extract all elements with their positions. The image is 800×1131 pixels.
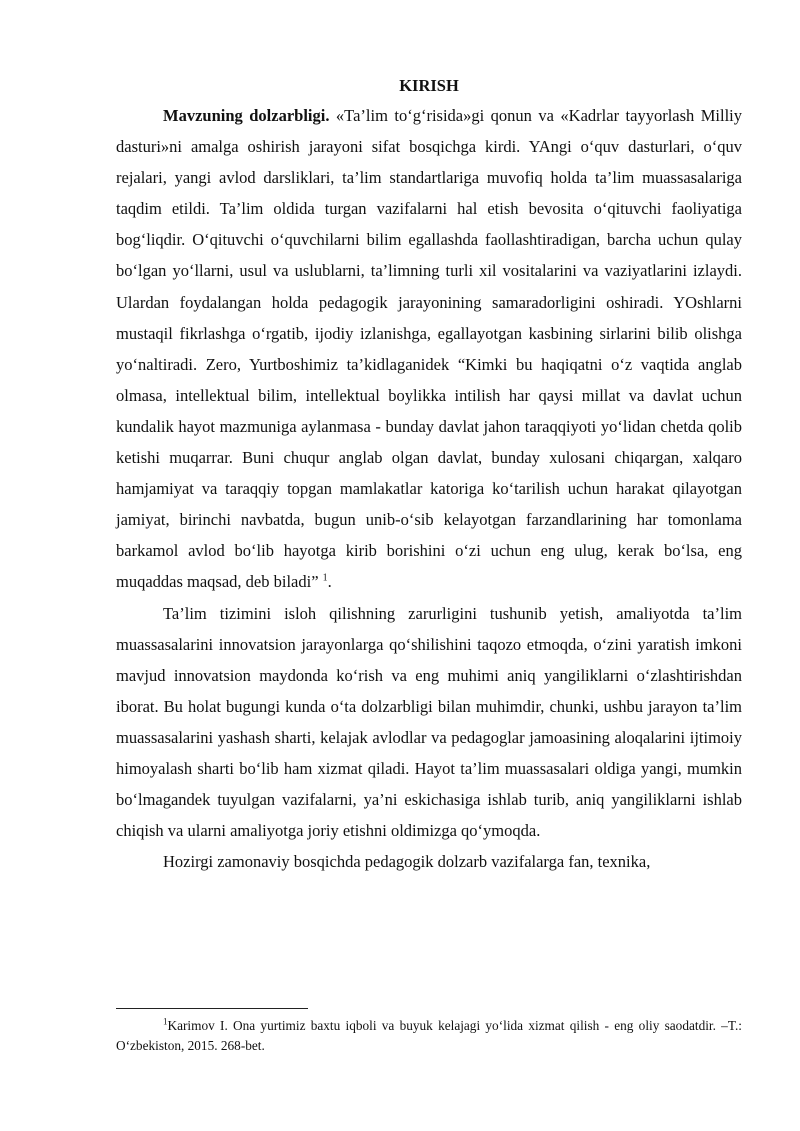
paragraph-relevance xyxy=(116,100,742,598)
section-heading: KIRISH xyxy=(399,76,459,95)
paragraph-reform: Ta’lim tizimini isloh qilishning zarurligini tushunib yetish, amaliyotda ta’lim muassasalarini innovatsion jarayonlarga qo‘shilishini taqozo etmoqda, o‘zini yaratish imkoni mavjud innovatsion maydonda ko‘rish va eng muhimi aniq yangiliklarni o‘zlashtirishdan iborat. Bu holat bugungi kunda o‘ta dolzarbligi bilan muhimdir, chunki, ushbu jarayon ta’lim muassasalarini yashash sharti, kelajak avlodlar va pedagoglar jamoasining aloqalarini ijtimoiy himoyalash sharti bo‘lib ham xizmat qiladi. Hayot ta’lim muassasalari oldiga yangi, mumkin bo‘lmagandek tuyulgan vazifalarni, ya’ni eskichasiga ishlab turib, aniq yangiliklarni ishlab chiqish va ularni amaliyotga joriy etishni oldimizga qo‘ymoqda. xyxy=(116,603,742,841)
document-page xyxy=(116,76,742,877)
relevance-lead: Mavzuning dolzarbligi. xyxy=(163,106,330,125)
footnote-reference[interactable]: 1 xyxy=(322,572,328,584)
footnote-text: Karimov I. Ona yurtimiz baxtu iqboli va buyuk kelajagi yo‘lida xizmat qilish - eng oliy saodatdir. –T.: O‘zbekiston, 2015. 268-bet. xyxy=(116,1018,742,1053)
footnote-marker: 1 xyxy=(163,1016,168,1027)
footnote xyxy=(116,1016,742,1056)
relevance-end: . xyxy=(327,572,332,592)
footnote-divider xyxy=(116,1008,308,1009)
relevance-body: «Ta’lim to‘g‘risida»gi qonun va «Kadrlar tayyorlash Milliy dasturi»ni amalga oshirish jarayoni sifat bosqichga kirdi. YAngi o‘quv dasturlari, o‘quv rejalari, yangi avlod darsliklari, ta’lim standartlariga muvofiq holda ta’lim muassasalariga taqdim etildi. Ta’lim oldida turgan vazifalarni hal etish bevosita o‘qituvchi faoliyatiga bog‘liqdir. O‘qituvchi o‘quvchilarni bilim egallashda faollashtiradigan, barcha uchun qulay bo‘lgan yo‘llarni, usul va uslublarni, ta’limning turli xil vositalarini va vaziyatlarini izlaydi. Ulardan foydalangan holda pedagogik jarayonining samaradorligini oshiradi. YOshlarni mustaqil fikrlashga o‘rgatib, ijodiy izlanishga, egallayotgan kasbining sirlarini bilib olishga yo‘naltiradi. Zero, Yurtboshimiz ta’kidlaganidek “Kimki bu haqiqatni o‘z vaqtida anglab olmasa, intellektual bilim, intellektual boylikka intilish har qaysi millat va davlat uchun kundalik hayot mazmuniga aylanmasa - bunday davlat jahon taraqqiyoti yo‘lidan chetda qolib ketishi muqarrar. Buni chuqur anglab olgan davlat, bunday xulosani chiqargan, xalqaro hamjamiyat va taraqqiy topgan mamlakatlar katoriga ko‘tarilish uchun harakat qilayotgan jamiyat, birinchi navbatda, bugun unib-o‘sib kelayotgan farzandlarining har tomonlama barkamol avlod bo‘lib hayotga kirib borishini o‘zi uchun eng ulug, kerak bo‘lsa, eng muqaddas maqsad, deb biladi” xyxy=(116,106,742,592)
paragraph-modern-stage: Hozirgi zamonaviy bosqichda pedagogik dolzarb vazifalarga fan, texnika, xyxy=(163,852,651,872)
